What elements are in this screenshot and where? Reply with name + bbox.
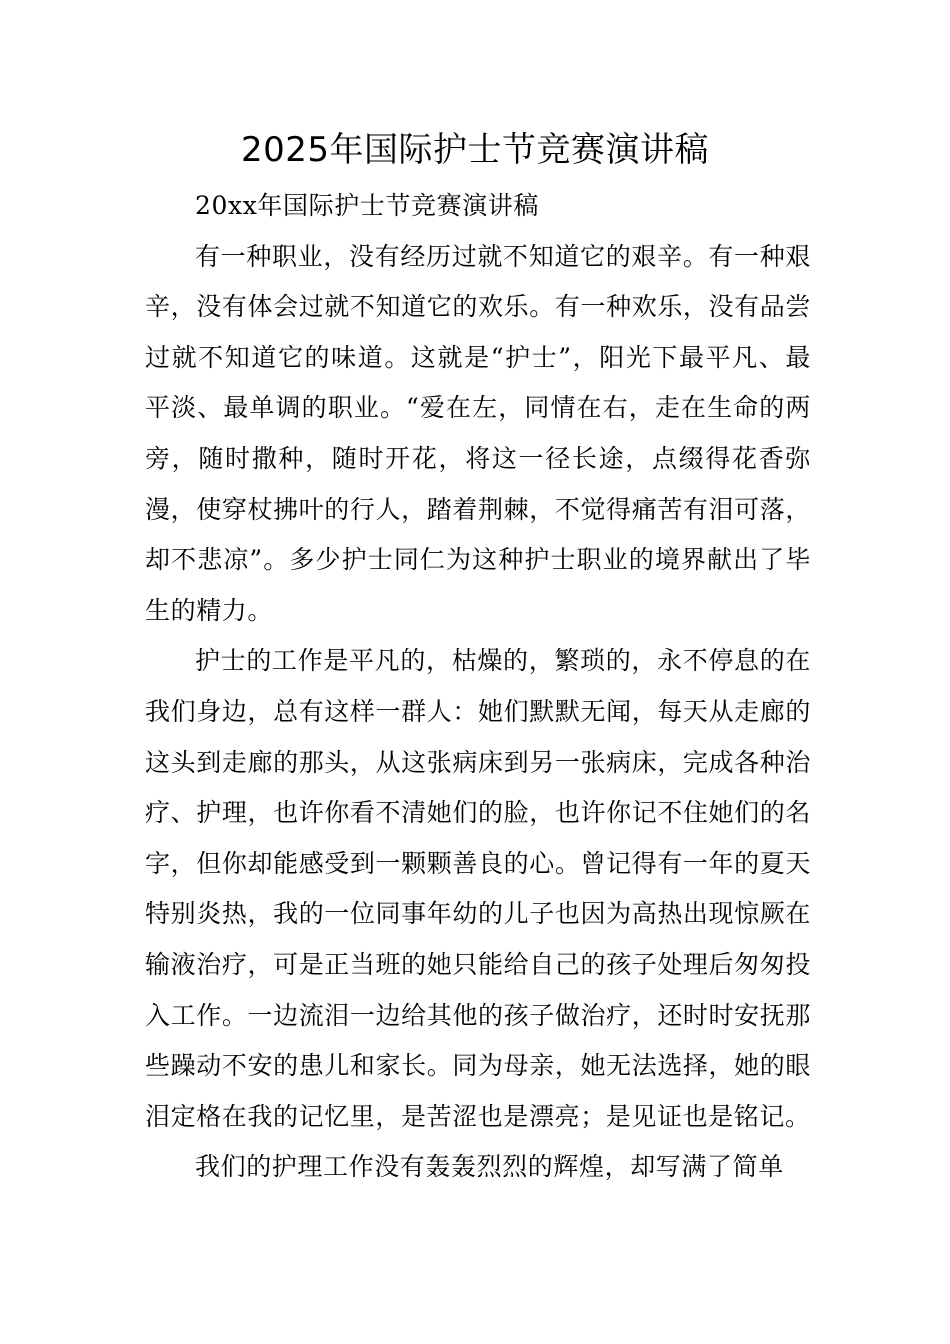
paragraph: 有一种职业，没有经历过就不知道它的艰辛。有一种艰辛，没有体会过就不知道它的欢乐。有一种欢乐，没有品尝过就不知道它的味道。这就是“护士”，阳光下最平凡、最平淡、最单调的职业。“爱在左，同情在右，走在生命的两旁，随时撒种，随时开花，将这一径长途，点缀得花香弥漫，使穿杖拂叶的行人，踏着荆棘，不觉得痛苦有泪可落，却不悲凉”。多少护士同仁为这种护士职业的境界献出了毕生的精力。 [145, 241, 811, 625]
document-body [145, 181, 811, 1193]
paragraph: 我们的护理工作没有轰轰烈烈的辉煌，却写满了简单 [195, 1152, 784, 1182]
document-subtitle: 20xx年国际护士节竞赛演讲稿 [195, 191, 540, 220]
paragraph: 护士的工作是平凡的，枯燥的，繁琐的，永不停息的在我们身边，总有这样一群人：她们默默无闻，每天从走廊的这头到走廊的那头，从这张病床到另一张病床，完成各种治疗、护理，也许你看不清她们的脸，也许你记不住她们的名字，但你却能感受到一颗颗善良的心。曾记得有一年的夏天特别炎热，我的一位同事年幼的儿子也因为高热出现惊厥在输液治疗，可是正当班的她只能给自己的孩子处理后匆匆投入工作。一边流泪一边给其他的孩子做治疗，还时时安抚那些躁动不安的患儿和家长。同为母亲，她无法选择，她的眼泪定格在我的记忆里，是苦涩也是漂亮；是见证也是铭记。 [145, 646, 811, 1131]
document-title: 2025年国际护士节竞赛演讲稿 [240, 130, 710, 170]
